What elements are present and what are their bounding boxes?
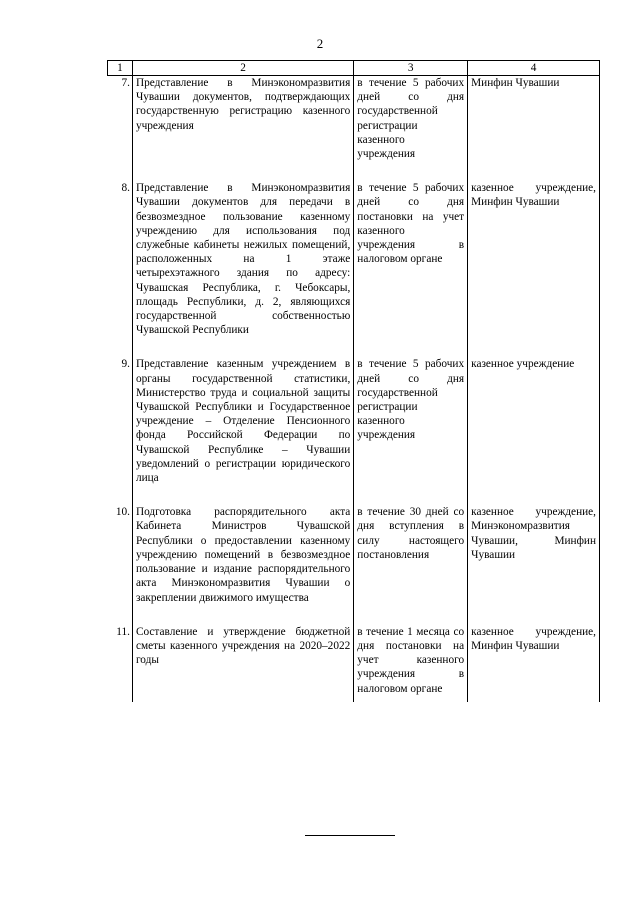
footer-divider	[305, 835, 395, 836]
row-term: в течение 30 дней со дня вступления в силу настоящего постановления	[354, 505, 468, 624]
row-number: 8.	[108, 181, 133, 357]
row-number: 11.	[108, 625, 133, 702]
row-responsible: казенное учреждение, Минфин Чувашии	[468, 625, 600, 702]
row-responsible: казенное учреждение	[468, 357, 600, 505]
row-responsible: казенное учреждение, Минэкономразвития Чувашии, Минфин Чувашии	[468, 505, 600, 624]
table-row	[108, 181, 600, 357]
row-number: 9.	[108, 357, 133, 505]
row-term: в течение 1 месяца со дня постановки на учет казенного учреждения в налоговом органе	[354, 625, 468, 702]
row-term: в течение 5 рабочих дней со дня государственной регистрации казенного учреждения	[354, 76, 468, 182]
header-col-2: 2	[132, 61, 353, 76]
row-number: 7.	[108, 76, 133, 182]
page-number: 2	[316, 36, 324, 51]
row-responsible: казенное учреждение, Минфин Чувашии	[468, 181, 600, 357]
row-term: в течение 5 рабочих дней со дня государственной регистрации казенного учреждения	[354, 357, 468, 505]
row-number: 10.	[108, 505, 133, 624]
table-row	[108, 625, 600, 702]
header-col-1: 1	[108, 61, 133, 76]
header-col-4: 4	[468, 61, 600, 76]
row-action: Подготовка распорядительного акта Кабинета Министров Чувашской Республики о предоставлении казенному учреждению помещений в безвозмездное пользование и издание распорядительного акта Минэкономразвития Чувашии о закреплении движимого имущества	[132, 505, 353, 624]
header-col-3: 3	[354, 61, 468, 76]
table-row	[108, 357, 600, 505]
row-action: Представление в Минэкономразвития Чувашии документов, подтверждающих государственную регистрацию казенного учреждения	[132, 76, 353, 182]
activity-table	[107, 60, 600, 702]
row-term: в течение 5 рабочих дней со дня постановки на учет казенного учреждения в налоговом органе	[354, 181, 468, 357]
row-action: Представление в Минэкономразвития Чувашии документов для передачи в безвозмездное пользование казенному учреждению для использования под служебные кабинеты нежилых помещений, расположенных на 1 этаже четырехэтажного здания по адресу: Чувашская Республика, г. Чебоксары, площадь Республики, д. 2, являющихся государственной собственностью Чувашской Республики	[132, 181, 353, 357]
row-action: Представление казенным учреждением в органы государственной статистики, Министерство труда и социальной защиты Чувашской Республики и Государственное учреждение – Отделение Пенсионного фонда Российской Федерации по Чувашской Республике – Чувашии уведомлений о регистрации юридического лица	[132, 357, 353, 505]
row-responsible: Минфин Чувашии	[468, 76, 600, 182]
table-row	[108, 505, 600, 624]
table-header-row	[108, 61, 600, 76]
row-action: Составление и утверждение бюджетной сметы казенного учреждения на 2020–2022 годы	[132, 625, 353, 702]
table-row	[108, 76, 600, 182]
